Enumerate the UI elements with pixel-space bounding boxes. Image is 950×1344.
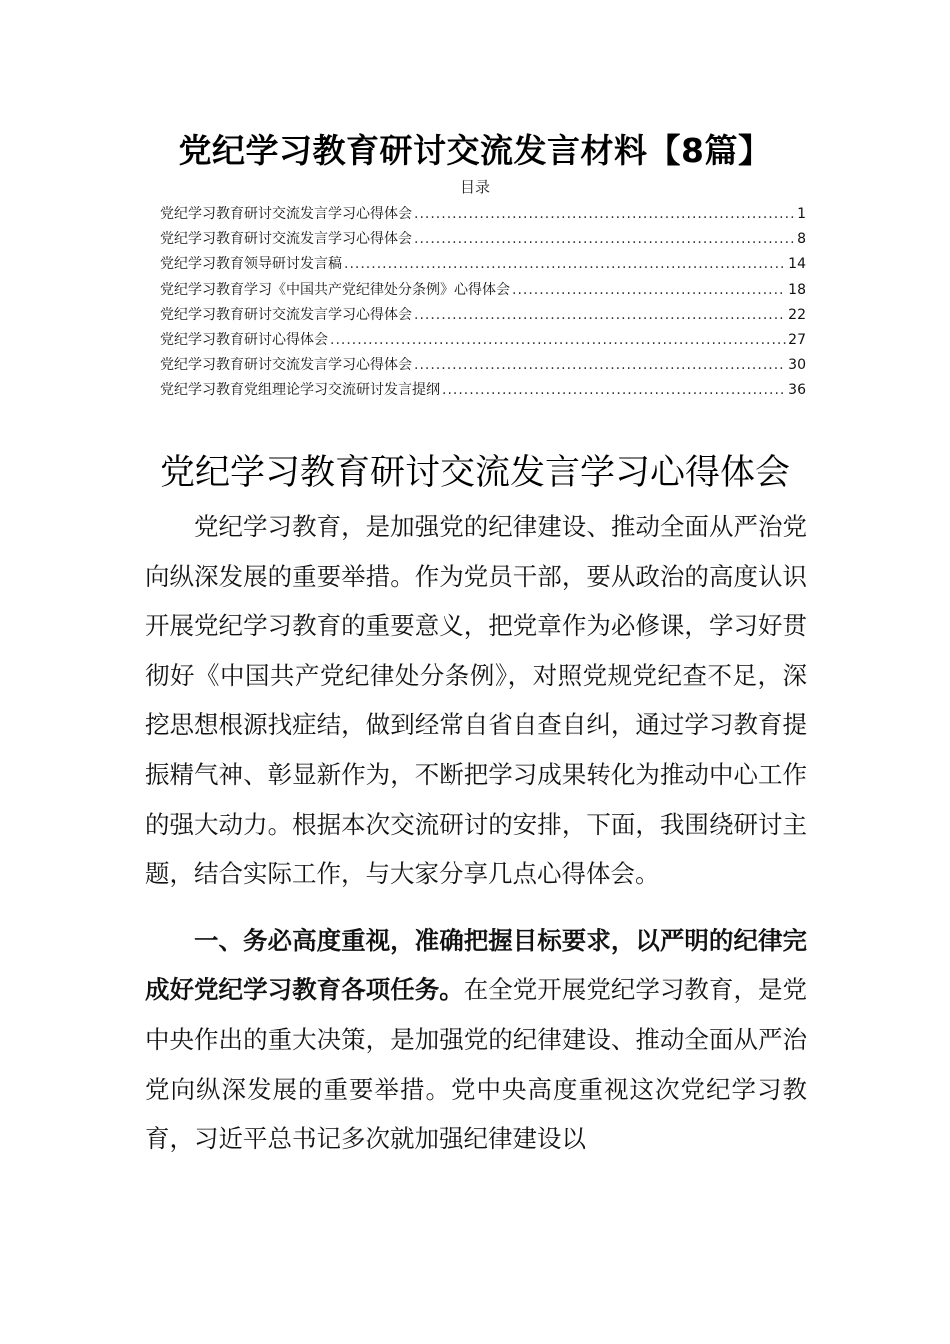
section-title: 党纪学习教育研讨交流发言学习心得体会 (159, 453, 790, 493)
toc-entry[interactable] (160, 202, 806, 227)
toc-leader-dots (414, 303, 786, 328)
toc-entry[interactable] (160, 278, 806, 303)
toc-leader-dots (330, 328, 786, 353)
toc-leader-dots (442, 378, 786, 403)
toc-leader-dots (414, 202, 795, 227)
toc-entry[interactable] (160, 328, 806, 353)
document-title: 党纪学习教育研讨交流发言材料【8篇】 (178, 131, 772, 170)
toc-entry-page: 1 (797, 206, 806, 222)
body-text (145, 502, 807, 1164)
toc-entry-page: 36 (788, 382, 806, 399)
paragraph-lead-heading: 一、务必高度重视，准确把握目标要求，以严明的纪律完成好党纪学习教育各项任务。 (145, 925, 807, 1005)
toc-entry-title: 党纪学习教育研讨交流发言学习心得体会 (160, 306, 412, 323)
toc-leader-dots (512, 278, 786, 303)
paragraph-body: 在全党开展党纪学习教育，是党中央作出的重大决策，是加强党的纪律建设、推动全面从严治党向纵深发展的重要举措。党中央高度重视这次党纪学习教育，习近平总书记多次就加强纪律建设以 (145, 975, 807, 1154)
toc-entry[interactable] (160, 378, 806, 403)
toc-entry-page: 18 (788, 281, 806, 298)
toc-entry-title: 党纪学习教育学习《中国共产党纪律处分条例》心得体会 (160, 281, 510, 298)
toc-entry-title: 党纪学习教育研讨心得体会 (160, 331, 328, 348)
toc-entry-page: 27 (788, 331, 806, 348)
paragraph: 党纪学习教育，是加强党的纪律建设、推动全面从严治党向纵深发展的重要举措。作为党员干部，要从政治的高度认识开展党纪学习教育的重要意义，把党章作为必修课，学习好贯彻好《中国共产党纪律处分条例》，对照党规党纪查不足，深挖思想根源找症结，做到经常自省自查自纠，通过学习教育提振精气神、彰显新作为，不断把学习成果转化为推动中心工作的强大动力。根据本次交流研讨的安排，下面，我围绕研讨主题，结合实际工作，与大家分享几点心得体会。 (145, 512, 807, 889)
toc-entry-title: 党纪学习教育研讨交流发言学习心得体会 (160, 206, 412, 222)
toc-entry-title: 党纪学习教育研讨交流发言学习心得体会 (160, 357, 412, 374)
toc-entry[interactable] (160, 303, 806, 328)
toc-entry-page: 30 (788, 357, 806, 374)
toc-leader-dots (414, 227, 795, 252)
toc-entry-title: 党纪学习教育研讨交流发言学习心得体会 (160, 231, 412, 248)
toc-leader-dots (344, 252, 786, 277)
toc-entry[interactable] (160, 227, 806, 252)
toc-entry-page: 22 (788, 306, 806, 323)
toc-entry-title: 党纪学习教育领导研讨发言稿 (160, 256, 342, 273)
toc-entry-page: 8 (797, 231, 806, 248)
paragraph (145, 916, 807, 1164)
toc-entry-title: 党纪学习教育党组理论学习交流研讨发言提纲 (160, 382, 440, 399)
toc-leader-dots (414, 353, 786, 378)
toc-entry[interactable] (160, 353, 806, 378)
toc-heading: 目录 (459, 178, 490, 196)
toc-entry[interactable] (160, 252, 806, 277)
toc-entry-page: 14 (788, 256, 806, 273)
table-of-contents (160, 202, 806, 404)
